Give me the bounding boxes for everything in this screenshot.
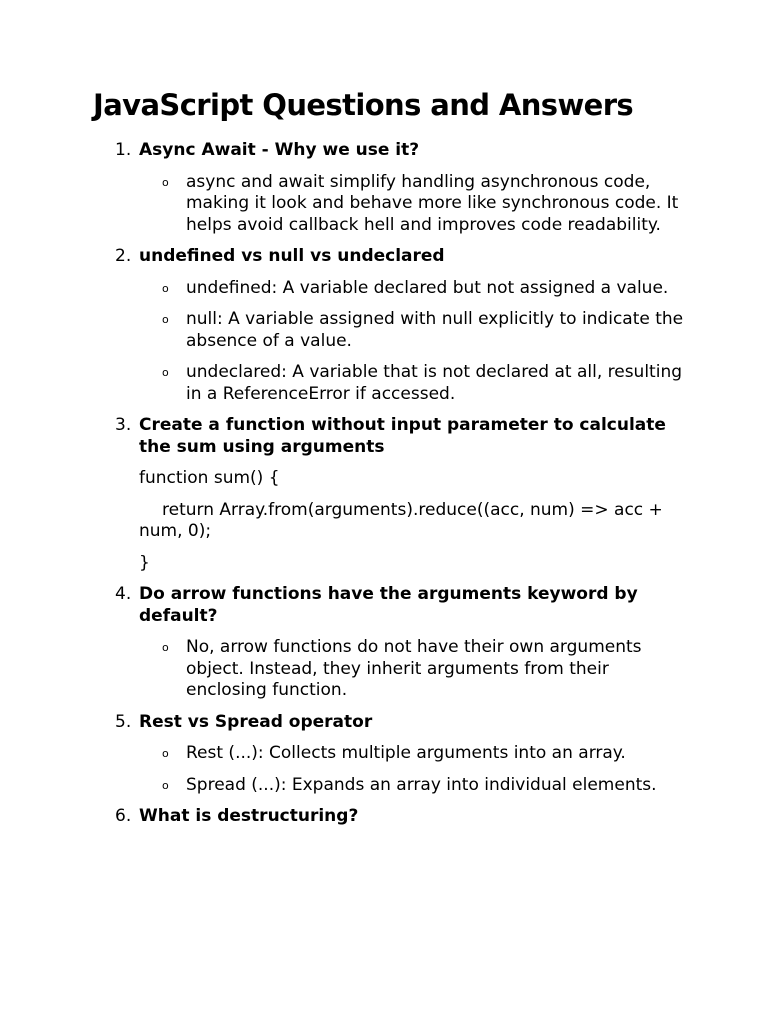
answer-text: Rest (...): Collects multiple arguments into an array.	[186, 743, 626, 763]
code-line: return Array.from(arguments).reduce((acc, num) => acc + num, 0);	[139, 499, 663, 541]
answer-text: undeclared: A variable that is not declared at all, resulting in a ReferenceError if accessed.	[186, 362, 683, 404]
question-text: Do arrow functions have the arguments keyword by default?	[139, 584, 638, 626]
answer-item	[0, 278, 768, 300]
question-list	[0, 140, 768, 838]
code-line: function sum() {	[139, 468, 280, 488]
question-text: undefined vs null vs undeclared	[139, 246, 445, 266]
answer-list	[0, 743, 768, 796]
bullet-circle-icon: o	[162, 641, 169, 654]
bullet-circle-icon: o	[162, 778, 169, 792]
answer-list	[0, 172, 768, 237]
question-text: Create a function without input parameter to calculate the sum using arguments	[139, 415, 666, 457]
question-number: 1.	[115, 140, 132, 160]
question-item	[0, 140, 768, 236]
answer-text: async and await simplify handling asynchronous code, making it look and behave more like synchronous code. It helps avoid callback hell and improves code readability.	[186, 171, 679, 235]
answer-item	[0, 637, 768, 702]
answer-item	[0, 775, 768, 797]
bullet-circle-icon: o	[162, 313, 169, 326]
bullet-circle-icon: o	[162, 366, 169, 379]
question-text: Async Await - Why we use it?	[139, 140, 420, 160]
answer-text: null: A variable assigned with null explicitly to indicate the absence of a value.	[186, 309, 684, 351]
bullet-circle-icon: o	[162, 175, 169, 189]
question-number: 2.	[115, 246, 132, 266]
question-item	[0, 806, 768, 828]
question-number: 6.	[115, 806, 132, 826]
answer-text: No, arrow functions do not have their own arguments object. Instead, they inherit arguments from their enclosing function.	[186, 637, 642, 700]
question-item	[0, 246, 768, 405]
answer-list	[0, 278, 768, 406]
answer-list	[0, 637, 768, 702]
bullet-circle-icon: o	[162, 747, 169, 760]
code-block	[0, 468, 768, 574]
question-text: What is destructuring?	[139, 806, 359, 826]
page-title: JavaScript Questions and Answers	[93, 88, 634, 122]
answer-item	[0, 309, 768, 352]
question-number: 3.	[115, 415, 132, 435]
answer-text: Spread (...): Expands an array into individual elements.	[186, 774, 657, 795]
bullet-circle-icon: o	[162, 281, 169, 295]
question-number: 5.	[115, 711, 132, 732]
answer-item	[0, 362, 768, 405]
question-text: Rest vs Spread operator	[139, 711, 373, 732]
question-number: 4.	[115, 584, 132, 604]
answer-text: undefined: A variable declared but not assigned a value.	[186, 277, 669, 298]
question-item	[0, 415, 768, 574]
answer-item	[0, 743, 768, 765]
question-item	[0, 712, 768, 797]
question-item	[0, 584, 768, 702]
code-line: }	[139, 552, 150, 573]
answer-item	[0, 172, 768, 237]
